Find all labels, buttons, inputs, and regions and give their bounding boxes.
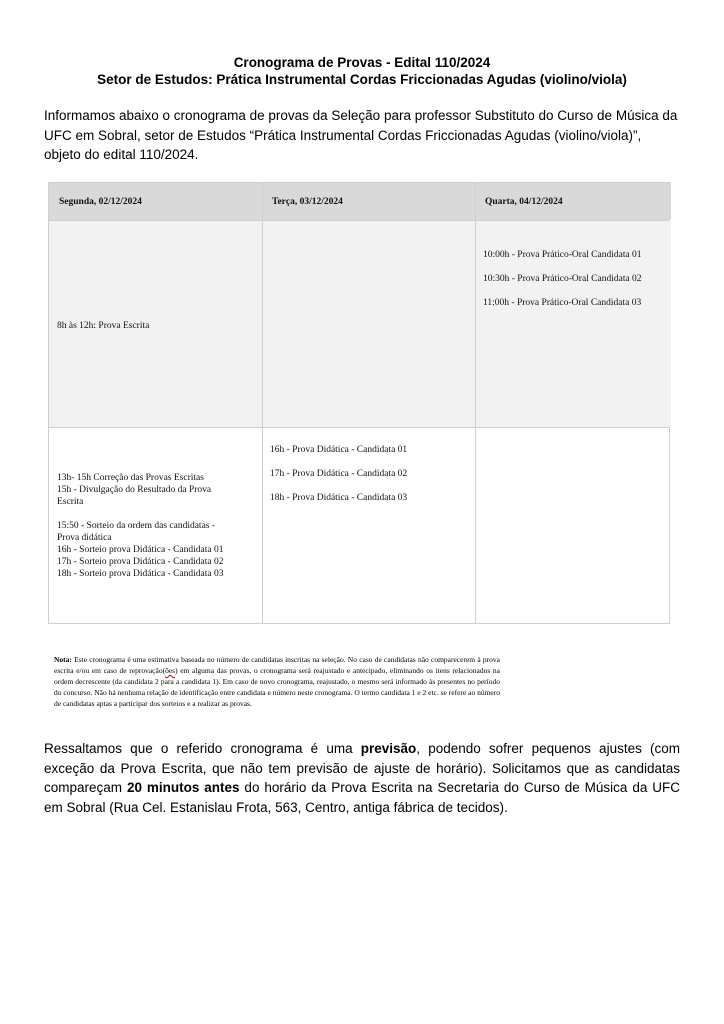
closing-text-2: , podendo sofrer pequenos ajustes (com exceção da Prova Escrita, que não tem previsão de ajuste de horário). Solicitamos que as candidatas compareçam	[44, 741, 680, 795]
row-divider	[49, 220, 669, 221]
closing-paragraph	[44, 739, 680, 817]
header-wednesday: Quarta, 04/12/2024	[475, 183, 671, 220]
closing-bold-20-minutos: 20 minutos antes	[126, 780, 240, 795]
tuesday-item-2: 17h - Prova Didática - Candidata 02	[270, 469, 408, 479]
schedule-note	[54, 654, 500, 709]
document-title: Cronograma de Provas - Edital 110/2024	[233, 55, 491, 70]
monday-afternoon-item: 17h - Sorteio prova Didática - Candidata 02	[57, 557, 224, 567]
note-text-2: ) em alguma das provas, o cronograma será reajustado e antecipado, eliminando os itens relacionados na ordem decrescente (da candidata 2 para a candidata 1). Em caso de novo cronograma, reajustado, o mesmo será informado às presentes no período do concurso. Não há nenhuma relação de identificação entre candidata e número neste cronograma. O termo candidata 1 e 2 etc. se refere ao número de candidatas aptas a participar dos sorteios e a realizar as provas.	[54, 666, 501, 708]
note-spellcheck-mark: ões	[165, 666, 176, 675]
wednesday-item-3: 11:00h - Prova Prático-Oral Candidata 03	[483, 298, 642, 308]
cell-tuesday-afternoon	[262, 427, 475, 623]
monday-afternoon-spacer	[57, 508, 254, 520]
tuesday-item-1: 16h - Prova Didática - Candidata 01	[270, 445, 408, 455]
note-text-1: Este cronograma é uma estimativa baseada no número de candidatas inscritas na seleção. No caso de candidatas não comparecerem à prova escrita e/ou em caso de reprovação(	[54, 655, 500, 675]
column-divider	[475, 183, 476, 623]
header-monday: Segunda, 02/12/2024	[49, 183, 262, 220]
closing-text-3: do horário da Prova Escrita na Secretaria do Curso de Música da UFC em Sobral (Rua Cel. Estanislau Frota, 563, Centro, antiga fábrica de tecidos).	[44, 780, 680, 815]
wednesday-item-1: 10:00h - Prova Prático-Oral Candidata 01	[483, 250, 642, 260]
note-label: Nota:	[54, 655, 72, 664]
monday-afternoon-item: 16h - Sorteio prova Didática - Candidata 01	[57, 545, 224, 555]
tuesday-item-3: 18h - Prova Didática - Candidata 03	[270, 493, 408, 503]
row-divider	[49, 427, 669, 428]
monday-afternoon-item: 15h - Divulgação do Resultado da Prova	[57, 485, 212, 495]
cell-tuesday-morning	[262, 220, 475, 427]
document-subtitle: Setor de Estudos: Prática Instrumental Cordas Friccionadas Agudas (violino/viola)	[97, 72, 627, 87]
wednesday-item-2: 10:30h - Prova Prático-Oral Candidata 02	[483, 274, 642, 284]
closing-text-1: Ressaltamos que o referido cronograma é uma	[44, 741, 361, 756]
monday-morning-item: 8h às 12h: Prova Escrita	[57, 321, 150, 331]
monday-afternoon-item: 15:50 - Sorteio da ordem das candidatas -	[57, 521, 216, 531]
closing-bold-previsao: previsão	[360, 741, 417, 756]
cell-wednesday-afternoon	[475, 427, 671, 623]
header-tuesday: Terça, 03/12/2024	[262, 183, 475, 220]
monday-afternoon-item: 18h - Sorteio prova Didática - Candidata 03	[57, 569, 224, 579]
monday-afternoon-item: Prova didática	[57, 533, 112, 543]
monday-afternoon-item: 13h- 15h Correção das Provas Escritas	[57, 473, 204, 483]
monday-afternoon-item: Escrita	[57, 497, 84, 507]
cell-wednesday-morning	[475, 220, 671, 427]
cell-monday-afternoon	[49, 427, 262, 623]
intro-paragraph: Informamos abaixo o cronograma de provas da Seleção para professor Substituto do Curso de Música da UFC em Sobral, setor de Estudos “Prática Instrumental Cordas Friccionadas Agudas (violino/viola)”, objeto do edital 110/2024.	[44, 108, 678, 162]
schedule-table	[48, 182, 670, 624]
cell-monday-morning	[49, 220, 262, 427]
column-divider	[262, 183, 263, 623]
